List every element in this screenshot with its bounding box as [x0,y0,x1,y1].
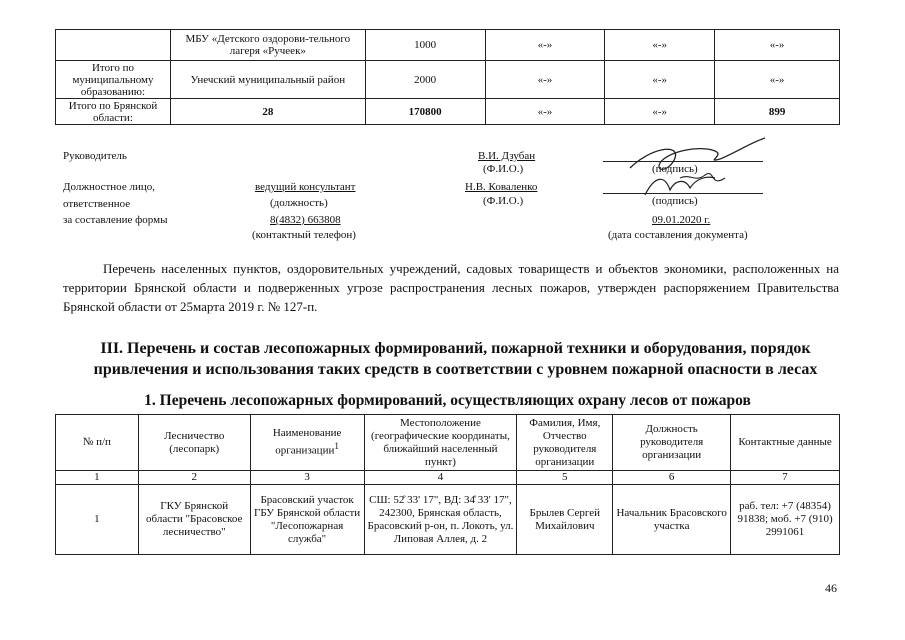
table-cell: «-» [485,61,605,99]
table-row [56,30,840,61]
page-number: 46 [825,581,837,595]
section-title: III. Перечень и состав лесопожарных формирований, пожарной техники и оборудования, порядок привлечения и использования таких средств в соответствии с уровнем пожарной опасности в лесах [93,340,818,378]
table-cell: 4 [364,471,517,485]
table-cell: Брылев Сергей Михайлович [517,485,613,555]
official-name-caption: (Ф.И.О.) [483,195,524,207]
table-cell: «-» [715,61,840,99]
forestry-table [55,414,840,555]
head-sign-caption: (подпись) [652,163,698,175]
signature-icon [640,170,720,200]
table-cell: СШ: 52̊ 33' 17", ВД: 34̊ 33' 17", 242300, Брянская область, Брасовский р-он, п. Локоть, ул. Липовая Аллея, д. 2 [364,485,517,555]
table-cell: Унечский муниципальный район [170,61,365,99]
table-cell: 7 [731,471,840,485]
table-header-cell: Лесничество (лесопарк) [138,415,250,471]
table-cell: Начальник Брасовского участка [613,485,731,555]
head-name-caption: (Ф.И.О.) [483,163,524,175]
official-label-2: ответственное [63,198,131,210]
table-cell: Брасовский участок ГБУ Брянской области "Лесопожарная служба" [250,485,364,555]
table-cell: МБУ «Детского оздорови-тельного лагеря «Ручеек» [170,30,365,61]
head-name: В.И. Дзубан [478,150,536,162]
table-cell [56,30,171,61]
summary-table [55,29,840,125]
table-cell: 2 [138,471,250,485]
phone-value: 8(4832) 663808 [270,214,341,226]
body-paragraph: Перечень населенных пунктов, оздоровительных учреждений, садовых товариществ и объектов экономики, расположенных на территории Брянской области и подверженных угрозе распространения лесных пожаров, утвержден распоряжением Правительства Брянской области от 25марта 2019 г. № 127-п. [63,261,839,314]
head-label: Руководитель [63,150,127,162]
table-cell: 2000 [365,61,485,99]
footnote-marker: 1 [334,441,339,452]
table-header-cell [250,415,364,471]
table-row [56,99,840,125]
table-cell: «-» [715,30,840,61]
table-cell: «-» [605,61,715,99]
table-row [56,61,840,99]
date-value: 09.01.2020 г. [652,214,711,226]
table-cell: 28 [170,99,365,125]
table-cell: 1 [56,485,139,555]
table-header-cell: Местоположение (географические координаты, ближайший населенный пункт) [364,415,517,471]
header-text: Наименование организации [272,427,342,457]
table-cell: ГКУ Брянской области "Брасовское лесничество" [138,485,250,555]
official-label-1: Должностное лицо, [63,181,155,193]
table-cell: 3 [250,471,364,485]
table-header-cell: Контактные данные [731,415,840,471]
table-header-cell: № п/п [56,415,139,471]
position-caption: (должность) [270,197,328,209]
table-cell: 1000 [365,30,485,61]
table-cell: 899 [715,99,840,125]
table-header-cell: Фамилия, Имя, Отчество руководителя организации [517,415,613,471]
sub-title: 1. Перечень лесопожарных формирований, осуществляющих охрану лесов от пожаров [144,392,751,409]
table-number-row [56,471,840,485]
table-row [56,485,840,555]
table-cell: раб. тел: +7 (48354) 91838; моб. +7 (910) 2991061 [731,485,840,555]
table-cell: «-» [605,99,715,125]
table-header-row [56,415,840,471]
official-label-3: за составление формы [63,214,168,226]
table-cell: «-» [485,99,605,125]
table-cell: «-» [605,30,715,61]
phone-caption: (контактный телефон) [252,229,356,241]
table-cell: Итого по муниципальному образованию: [56,61,171,99]
official-name: Н.В. Коваленко [465,181,538,193]
table-cell: 5 [517,471,613,485]
table-cell: 1 [56,471,139,485]
position-value: ведущий консультант [255,181,356,193]
table-cell: Итого по Брянской области: [56,99,171,125]
table-cell: «-» [485,30,605,61]
table-header-cell: Должность руководителя организации [613,415,731,471]
official-sign-caption: (подпись) [652,195,698,207]
table-cell: 170800 [365,99,485,125]
table-cell: 6 [613,471,731,485]
date-caption: (дата составления документа) [608,229,748,241]
